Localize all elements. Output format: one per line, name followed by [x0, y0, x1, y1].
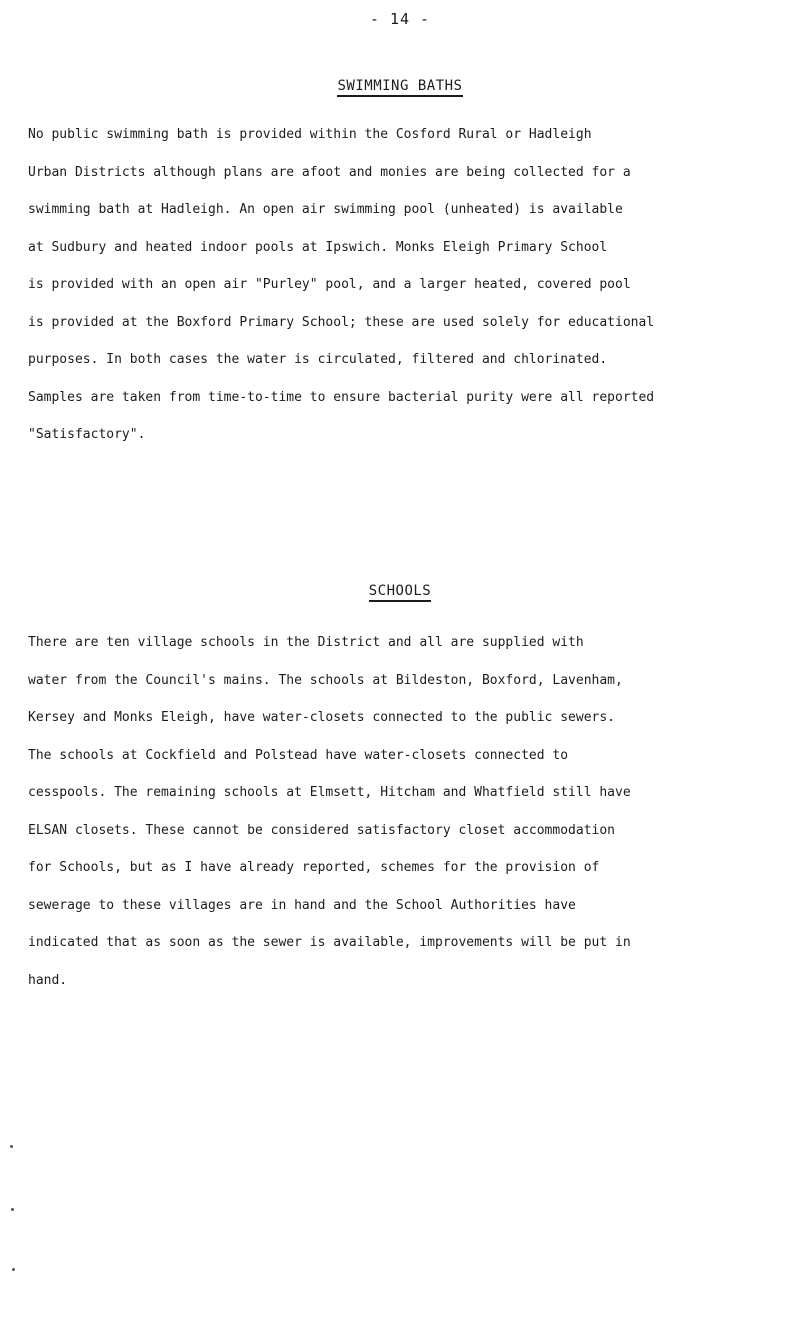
scan-speck	[11, 1208, 14, 1211]
paragraph-line: for Schools, but as I have already reported, schemes for the provision of	[28, 860, 600, 875]
paragraph-line: indicated that as soon as the sewer is available, improvements will be put in	[28, 935, 631, 950]
section-heading-swimming-baths	[0, 78, 800, 94]
paragraph-line: cesspools. The remaining schools at Elmsett, Hitcham and Whatfield still have	[28, 785, 631, 800]
paragraph-line: swimming bath at Hadleigh. An open air swimming pool (unheated) is available	[28, 202, 623, 217]
paragraph-line: No public swimming bath is provided within the Cosford Rural or Hadleigh	[28, 127, 592, 142]
section-heading-schools	[0, 583, 800, 599]
schools-heading-text: SCHOOLS	[369, 583, 432, 602]
paragraph-line: Samples are taken from time-to-time to ensure bacterial purity were all reported	[28, 389, 655, 405]
scan-speck	[10, 1145, 13, 1148]
paragraph-line: at Sudbury and heated indoor pools at Ipswich. Monks Eleigh Primary School	[28, 239, 608, 255]
paragraph-line: Kersey and Monks Eleigh, have water-closets connected to the public sewers.	[28, 710, 615, 725]
schools-paragraph	[28, 624, 788, 999]
swimming-baths-paragraph	[28, 116, 788, 454]
paragraph-line: is provided with an open air "Purley" pool, and a larger heated, covered pool	[28, 277, 631, 292]
paragraph-line: is provided at the Boxford Primary School; these are used solely for educational	[28, 314, 655, 330]
page-number: - 14 -	[369, 10, 431, 28]
paragraph-line: There are ten village schools in the District and all are supplied with	[28, 635, 584, 650]
paragraph-line: hand.	[28, 972, 68, 988]
paragraph-line: purposes. In both cases the water is circulated, filtered and chlorinated.	[28, 352, 608, 367]
paragraph-line: sewerage to these villages are in hand and the School Authorities have	[28, 897, 576, 913]
scan-speck	[12, 1268, 15, 1271]
paragraph-line: "Satisfactory".	[28, 427, 146, 442]
paragraph-line: water from the Council's mains. The schools at Bildeston, Boxford, Lavenham,	[28, 672, 623, 688]
paragraph-line: ELSAN closets. These cannot be considered satisfactory closet accommodation	[28, 822, 615, 838]
swimming-baths-heading-text: SWIMMING BATHS	[337, 78, 462, 97]
paragraph-line: Urban Districts although plans are afoot and monies are being collected for a	[28, 164, 631, 180]
paragraph-line: The schools at Cockfield and Polstead have water-closets connected to	[28, 747, 569, 763]
